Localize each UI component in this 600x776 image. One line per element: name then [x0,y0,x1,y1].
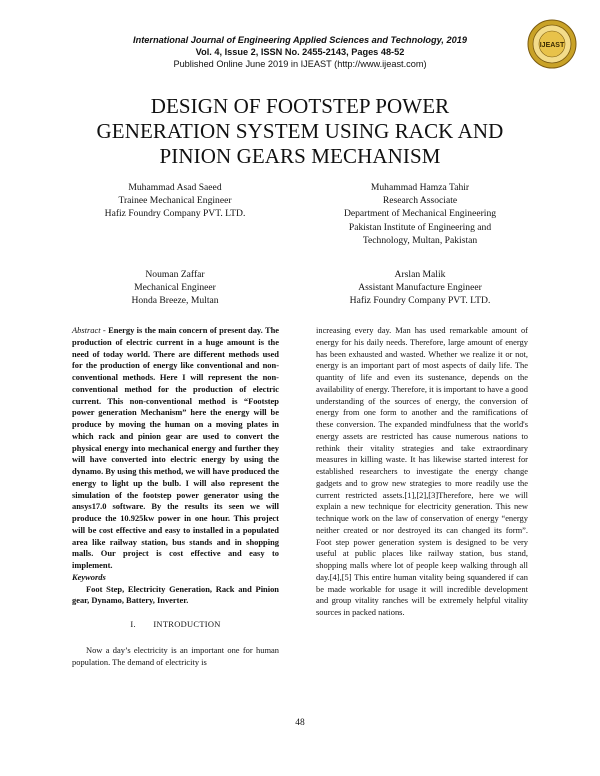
introduction-paragraph: Now a day’s electricity is an important one for human population. The demand of electricity is [72,644,279,667]
publication-info: Published Online June 2019 in IJEAST (http://www.ijeast.com) [173,59,427,69]
author-block-1 [80,181,270,221]
author-org: Hafiz Foundry Company PVT. LTD. [349,295,491,307]
author-name: Arslan Malik [394,269,446,280]
author-org: Department of Mechanical Engineering [343,208,497,220]
author-org: Hafiz Foundry Company PVT. LTD. [104,208,246,220]
keywords-text: Foot Step, Electricity Generation, Rack and Pinion gear, Dynamo, Battery, Inverter. [72,583,279,606]
author-org-line-2: Pakistan Institute of Engineering and [348,221,492,233]
author-role: Trainee Mechanical Engineer [118,195,232,207]
author-name: Muhammad Asad Saeed [128,182,222,193]
page-number: 48 [295,718,305,728]
journal-name [100,34,500,46]
journal-volume [100,46,500,58]
right-column [316,325,528,619]
author-role: Assistant Manufacture Engineer [358,282,482,294]
abstract-text: Energy is the main concern of present day. The production of electric current in a huge amount is the need of today world. There are different methods used for the production of energy like conventional and non-conventional methods. Here I will represent the non-conventional method for the production of electric current. This non-conventional method is “Footstep power generation Mechanism” here the energy will be produce by moving the human on a moving plates in which rack and pinion gear are used to convert the physical energy into mechanical energy and further they will have converted into electric energy by using the dynamo. By using this method, we will have produced the energy to light up the bulb. I will also represent the simulation of the footstep power generator using the ansys17.0 software. By the results its seen we will produce the 10.925kw power in one hour. This project will be cost effective and easy to installed in a populated area like railway station, bus stands and in shopping malls. Our project is cost effective and easy to implement. [72,325,280,570]
introduction-continued: increasing every day. Man has used remarkable amount of energy for his daily needs. Therefore, large amount of energy has been exhausted and wasted. Whether we realize it or not, energy is an important part of most aspects of daily life. The quantity of life and even its sustenance, depends on the availability of energy. Therefore, it is important to have a good understanding of the sources of energy, the conversion of energy from one form to another and the ramifications of these conversion. The expanded mindfulness that the world's energy assets are restricted has cause numerous nations to rethink their vitality strategies and take extraordinary measures in killing waste. It has likewise started interest for established researchers to investigate the energy change gadgets and to grow new strategies to more readily use the current restricted assets.[1],[2],[3]Therefore, here we will explain a new technique for electricity generation. This new technique work on the law of conservation of energy “energy neither created or nor destroyed its can changed its form”. Foot step power generation system is designed to be very useful at public places like railway station, bus stand, shopping malls where lot of people keep walking through all day.[4],[5] This entire human vitality being squandered if can be made workable for usage it will incredible development and group vitality ranches will be extremely helpful vitality sources in packed nations. [316,325,528,617]
section-heading-introduction: I. INTRODUCTION [130,619,221,629]
volume-info: Vol. 4, Issue 2, ISSN No. 2455-2143, Pages 48-52 [195,47,405,57]
abstract [72,325,279,572]
logo-text: IJEAST [539,42,565,49]
author-name: Nouman Zaffar [145,269,205,280]
author-block-2 [325,181,515,247]
author-org-line-3: Technology, Multan, Pakistan [362,234,478,246]
ijeast-logo [527,19,577,69]
author-name: Muhammad Hamza Tahir [370,182,470,193]
journal-title: International Journal of Engineering Applied Sciences and Technology, 2019 [133,35,467,45]
journal-published [100,58,500,70]
abstract-label: Abstract - [72,325,106,335]
title-line-3: PINION GEARS MECHANISM [159,144,441,168]
author-role: Mechanical Engineer [134,282,216,294]
paper-title [40,94,560,169]
author-block-4 [325,268,515,308]
author-role: Research Associate [382,195,458,207]
left-column [72,325,279,668]
title-line-1: DESIGN OF FOOTSTEP POWER [150,94,450,118]
author-org: Honda Breeze, Multan [131,295,219,307]
title-line-2: GENERATION SYSTEM USING RACK AND [96,119,504,143]
author-block-3 [80,268,270,308]
keywords-heading: Keywords [72,571,106,582]
